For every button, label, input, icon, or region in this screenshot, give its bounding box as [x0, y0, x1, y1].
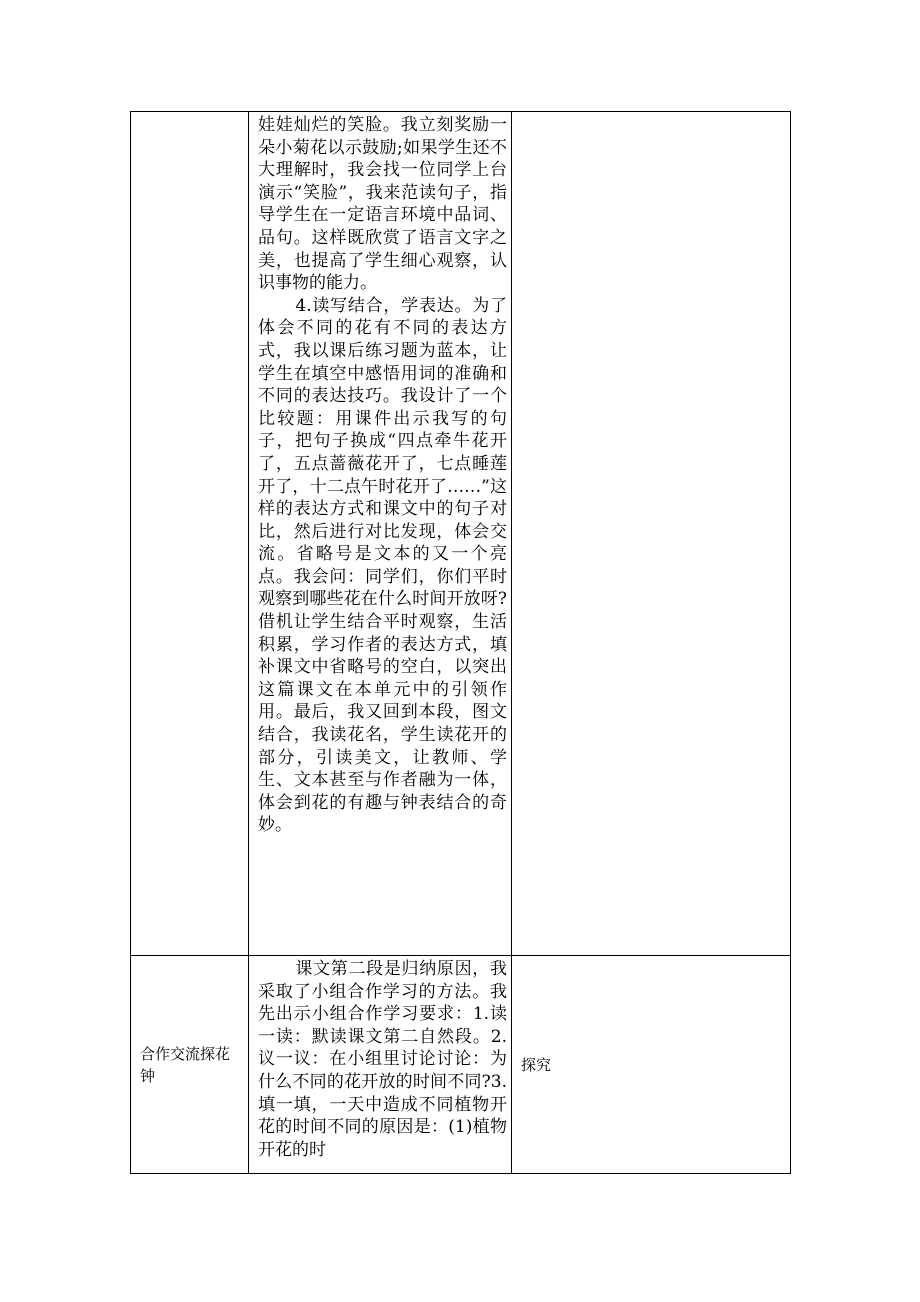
stage-label: 合作交流探花钟 — [140, 1044, 231, 1085]
process-paragraph: 4.读写结合，学表达。为了体会不同的花有不同的表达方式，我以课后练习题为蓝本，让学生在填空中感悟用词的准确和不同的表达技巧。我设计了一个比较题：用课件出示我写的句子，把句子换成“四点牵牛花开了，五点蔷薇花开了，七点睡莲开了，十二点午时花开了……”这样的表达方式和课文中的句子对比，然后进行对比发现，体会交流。省略号是文本的又一个亮点。我会问：同学们，你们平时观察到哪些花在什么时间开放呀?借机让学生结合平时观察，生活积累，学习作者的表达方式，填补课文中省略号的空白，以突出这篇课文在本单元中的引领作用。最后，我又回到本段，图文结合，我读花名，学生读花开的部分，引读美文，让教师、学生、文本甚至与作者融为一体，体会到花的有趣与钟表结合的奇妙。 — [258, 295, 507, 836]
process-cell — [249, 112, 512, 956]
process-paragraph: 课文第二段是归纳原因，我采取了小组合作学习的方法。我先出示小组合作学习要求：1.读一读：默读课文第二自然段。2.议一议：在小组里讨论讨论：为什么不同的花开放的时间不同?3.填一填，一天中造成不同植物开花的时间不同的原因是：(1)植物开花的时 — [258, 959, 507, 1160]
intent-cell — [512, 956, 791, 1174]
stage-cell — [131, 956, 249, 1174]
process-paragraph: 娃娃灿烂的笑脸。我立刻奖励一朵小菊花以示鼓励;如果学生还不大理解时，我会找一位同学上台演示“笑脸”，我来范读句子，指导学生在一定语言环境中品词、品句。这样既欣赏了语言文字之美，也提高了学生细心观察，认识事物的能力。 — [258, 115, 507, 294]
intent-label: 探究 — [521, 1055, 552, 1074]
process-cell — [249, 956, 512, 1174]
table-row — [131, 956, 791, 1174]
intent-cell — [512, 112, 791, 956]
table-row — [131, 112, 791, 956]
stage-cell — [131, 112, 249, 956]
lesson-plan-table — [130, 111, 791, 1174]
